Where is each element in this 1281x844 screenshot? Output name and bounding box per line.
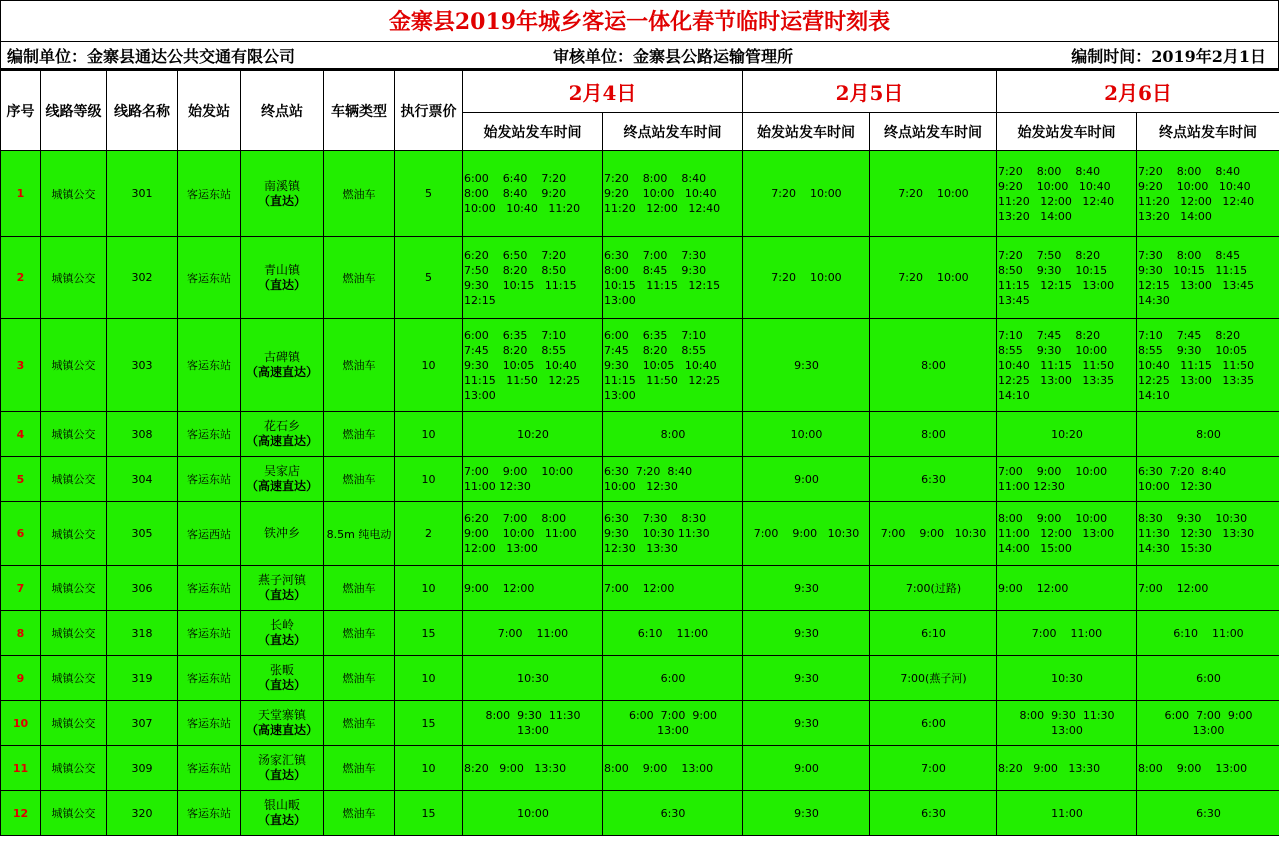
origin-departure-times: 6:00 6:35 7:10 7:45 8:20 8:55 9:30 10:05 10:40 11:15 11:50 12:25 13:00 [463, 319, 603, 412]
row-number: 9 [1, 656, 41, 701]
origin-departure-times: 8:20 9:00 13:30 [463, 746, 603, 791]
terminal-departure-times: 7:20 8:00 8:40 9:20 10:00 10:40 11:20 12:00 12:40 13:20 14:00 [1137, 151, 1280, 237]
meta-row [0, 42, 1279, 70]
route-name: 308 [107, 412, 178, 457]
fare: 10 [395, 457, 463, 502]
terminal-departure-times: 7:20 8:00 8:40 9:20 10:00 10:40 11:20 12:00 12:40 [603, 151, 743, 237]
route-grade: 城镇公交 [41, 791, 107, 836]
origin-departure-times: 7:20 10:00 [743, 237, 870, 319]
destination-note: （直达） [257, 768, 306, 782]
origin-departure-times: 8:00 9:30 11:30 13:00 [997, 701, 1137, 746]
route-grade: 城镇公交 [41, 457, 107, 502]
header-end-time: 终点站发车时间 [603, 113, 743, 151]
terminal-departure-times: 6:00 [1137, 656, 1280, 701]
route-grade: 城镇公交 [41, 502, 107, 566]
header-start-time: 始发站发车时间 [743, 113, 870, 151]
origin-departure-times: 9:00 12:00 [463, 566, 603, 611]
origin-station: 客运东站 [178, 746, 241, 791]
header-vehicle: 车辆类型 [324, 71, 395, 151]
origin-departure-times: 9:30 [743, 566, 870, 611]
terminal-departure-times: 6:00 7:00 9:00 13:00 [603, 701, 743, 746]
route-name: 303 [107, 319, 178, 412]
schedule-table [0, 70, 1279, 836]
route-grade: 城镇公交 [41, 656, 107, 701]
origin-station: 客运东站 [178, 237, 241, 319]
row-number: 11 [1, 746, 41, 791]
destination-name: 铁冲乡 [263, 526, 300, 540]
origin-departure-times: 11:00 [997, 791, 1137, 836]
table-row [1, 566, 1280, 611]
vehicle-type: 燃油车 [324, 611, 395, 656]
destination-note: （直达） [257, 193, 306, 208]
header-date-1: 2月4日 [463, 71, 743, 113]
page-title: 金寨县2019年城乡客运一体化春节临时运营时刻表 [0, 0, 1279, 42]
header-end: 终点站 [241, 71, 324, 151]
destination-cell [241, 319, 324, 412]
terminal-departure-times: 6:30 7:00 7:30 8:00 8:45 9:30 10:15 11:15 12:15 13:00 [603, 237, 743, 319]
origin-departure-times: 7:00 9:00 10:30 [743, 502, 870, 566]
destination-cell [241, 611, 324, 656]
origin-departure-times: 9:30 [743, 701, 870, 746]
origin-departure-times: 7:20 7:50 8:20 8:50 9:30 10:15 11:15 12:15 13:00 13:45 [997, 237, 1137, 319]
route-name: 318 [107, 611, 178, 656]
fare: 2 [395, 502, 463, 566]
row-number: 8 [1, 611, 41, 656]
table-row [1, 457, 1280, 502]
terminal-departure-times: 6:10 11:00 [1137, 611, 1280, 656]
audit-unit: 审核单位：金寨县公路运输管理所 [553, 46, 794, 66]
fare: 10 [395, 319, 463, 412]
row-number: 1 [1, 151, 41, 237]
route-grade: 城镇公交 [41, 237, 107, 319]
terminal-departure-times: 6:00 [870, 701, 997, 746]
terminal-departure-times: 6:10 [870, 611, 997, 656]
terminal-departure-times: 6:30 7:20 8:40 10:00 12:30 [1137, 457, 1280, 502]
terminal-departure-times: 6:30 7:20 8:40 10:00 12:30 [603, 457, 743, 502]
route-grade: 城镇公交 [41, 319, 107, 412]
destination-note: （直达） [257, 813, 306, 827]
terminal-departure-times: 7:20 10:00 [870, 151, 997, 237]
origin-departure-times: 7:20 10:00 [743, 151, 870, 237]
origin-station: 客运东站 [178, 656, 241, 701]
route-grade: 城镇公交 [41, 566, 107, 611]
terminal-departure-times: 7:10 7:45 8:20 8:55 9:30 10:05 10:40 11:15 11:50 12:25 13:00 13:35 14:10 [1137, 319, 1280, 412]
table-row [1, 237, 1280, 319]
header-end-time: 终点站发车时间 [1137, 113, 1280, 151]
origin-departure-times: 7:00 9:00 10:00 11:00 12:30 [463, 457, 603, 502]
destination-name: 张畈 [269, 663, 294, 677]
header-end-time: 终点站发车时间 [870, 113, 997, 151]
row-number: 3 [1, 319, 41, 412]
origin-departure-times: 7:00 9:00 10:00 11:00 12:30 [997, 457, 1137, 502]
vehicle-type: 燃油车 [324, 566, 395, 611]
header-start: 始发站 [178, 71, 241, 151]
origin-departure-times: 9:00 [743, 746, 870, 791]
origin-departure-times: 9:30 [743, 611, 870, 656]
vehicle-type: 燃油车 [324, 457, 395, 502]
destination-note: （直达） [257, 633, 306, 647]
origin-departure-times: 8:20 9:00 13:30 [997, 746, 1137, 791]
destination-note: （高速直达） [245, 479, 318, 493]
route-name: 302 [107, 237, 178, 319]
origin-departure-times: 9:30 [743, 319, 870, 412]
destination-name: 燕子河镇 [257, 573, 306, 587]
header-route: 线路名称 [107, 71, 178, 151]
terminal-departure-times: 8:00 [603, 412, 743, 457]
destination-name: 长岭 [269, 618, 294, 632]
terminal-departure-times: 6:00 [603, 656, 743, 701]
destination-name: 天堂寨镇 [257, 708, 306, 722]
terminal-departure-times: 7:00(过路) [870, 566, 997, 611]
origin-station: 客运西站 [178, 502, 241, 566]
vehicle-type: 燃油车 [324, 412, 395, 457]
destination-name: 汤家汇镇 [257, 753, 306, 767]
terminal-departure-times: 8:00 [1137, 412, 1280, 457]
origin-station: 客运东站 [178, 151, 241, 237]
origin-departure-times: 7:20 8:00 8:40 9:20 10:00 10:40 11:20 12:00 12:40 13:20 14:00 [997, 151, 1137, 237]
route-grade: 城镇公交 [41, 701, 107, 746]
origin-station: 客运东站 [178, 701, 241, 746]
destination-cell [241, 151, 324, 237]
route-name: 307 [107, 701, 178, 746]
fare: 5 [395, 151, 463, 237]
destination-cell [241, 502, 324, 566]
header-date-2: 2月5日 [743, 71, 997, 113]
row-number: 7 [1, 566, 41, 611]
origin-departure-times: 6:00 6:40 7:20 8:00 8:40 9:20 10:00 10:40 11:20 [463, 151, 603, 237]
terminal-departure-times: 6:30 [603, 791, 743, 836]
terminal-departure-times: 7:00 12:00 [1137, 566, 1280, 611]
origin-station: 客运东站 [178, 412, 241, 457]
route-name: 309 [107, 746, 178, 791]
destination-name: 南溪镇 [263, 178, 300, 193]
destination-note: （直达） [257, 588, 306, 602]
destination-cell [241, 656, 324, 701]
table-row [1, 412, 1280, 457]
route-name: 306 [107, 566, 178, 611]
destination-cell [241, 746, 324, 791]
destination-cell [241, 457, 324, 502]
route-grade: 城镇公交 [41, 746, 107, 791]
terminal-departure-times: 7:30 8:00 8:45 9:30 10:15 11:15 12:15 13:00 13:45 14:30 [1137, 237, 1280, 319]
row-number: 10 [1, 701, 41, 746]
terminal-departure-times: 8:00 9:00 13:00 [603, 746, 743, 791]
compiler-unit: 编制单位：金寨县通达公共交通有限公司 [7, 46, 296, 66]
route-grade: 城镇公交 [41, 412, 107, 457]
route-name: 319 [107, 656, 178, 701]
destination-note: （高速直达） [245, 723, 318, 737]
header-start-time: 始发站发车时间 [997, 113, 1137, 151]
header-grade: 线路等级 [41, 71, 107, 151]
origin-departure-times: 7:00 11:00 [997, 611, 1137, 656]
terminal-departure-times: 8:00 [870, 319, 997, 412]
vehicle-type: 燃油车 [324, 237, 395, 319]
fare: 15 [395, 611, 463, 656]
route-name: 305 [107, 502, 178, 566]
origin-departure-times: 10:20 [463, 412, 603, 457]
destination-note: （高速直达） [245, 365, 318, 379]
route-name: 320 [107, 791, 178, 836]
destination-note: （直达） [257, 277, 306, 292]
fare: 15 [395, 701, 463, 746]
row-number: 4 [1, 412, 41, 457]
origin-departure-times: 8:00 9:00 10:00 11:00 12:00 13:00 14:00 15:00 [997, 502, 1137, 566]
table-row [1, 151, 1280, 237]
destination-name: 花石乡 [263, 419, 300, 433]
terminal-departure-times: 7:00 [870, 746, 997, 791]
destination-name: 青山镇 [263, 262, 300, 277]
terminal-departure-times: 6:30 [870, 791, 997, 836]
vehicle-type: 燃油车 [324, 319, 395, 412]
origin-departure-times: 10:20 [997, 412, 1137, 457]
row-number: 12 [1, 791, 41, 836]
origin-departure-times: 8:00 9:30 11:30 13:00 [463, 701, 603, 746]
origin-departure-times: 9:30 [743, 791, 870, 836]
header-fare: 执行票价 [395, 71, 463, 151]
table-row [1, 611, 1280, 656]
origin-departure-times: 7:00 11:00 [463, 611, 603, 656]
header-date-3: 2月6日 [997, 71, 1280, 113]
destination-name: 银山畈 [263, 798, 300, 812]
destination-cell [241, 791, 324, 836]
terminal-departure-times: 6:10 11:00 [603, 611, 743, 656]
terminal-departure-times: 7:00 12:00 [603, 566, 743, 611]
row-number: 2 [1, 237, 41, 319]
table-row [1, 746, 1280, 791]
terminal-departure-times: 8:00 [870, 412, 997, 457]
vehicle-type: 燃油车 [324, 656, 395, 701]
terminal-departure-times: 6:30 [870, 457, 997, 502]
vehicle-type: 燃油车 [324, 701, 395, 746]
route-name: 304 [107, 457, 178, 502]
terminal-departure-times: 7:00 9:00 10:30 [870, 502, 997, 566]
origin-station: 客运东站 [178, 566, 241, 611]
origin-departure-times: 10:30 [463, 656, 603, 701]
table-row [1, 791, 1280, 836]
header-no: 序号 [1, 71, 41, 151]
fare: 10 [395, 412, 463, 457]
origin-station: 客运东站 [178, 791, 241, 836]
destination-name: 古碑镇 [263, 350, 300, 364]
terminal-departure-times: 6:30 [1137, 791, 1280, 836]
table-row [1, 502, 1280, 566]
destination-cell [241, 237, 324, 319]
destination-cell [241, 412, 324, 457]
table-row [1, 701, 1280, 746]
row-number: 5 [1, 457, 41, 502]
destination-note: （高速直达） [245, 434, 318, 448]
terminal-departure-times: 8:30 9:30 10:30 11:30 12:30 13:30 14:30 15:30 [1137, 502, 1280, 566]
terminal-departure-times: 6:30 7:30 8:30 9:30 10:30 11:30 12:30 13:30 [603, 502, 743, 566]
vehicle-type: 燃油车 [324, 151, 395, 237]
destination-note: （直达） [257, 678, 306, 692]
origin-departure-times: 9:30 [743, 656, 870, 701]
fare: 5 [395, 237, 463, 319]
row-number: 6 [1, 502, 41, 566]
origin-departure-times: 10:00 [743, 412, 870, 457]
fare: 15 [395, 791, 463, 836]
terminal-departure-times: 8:00 9:00 13:00 [1137, 746, 1280, 791]
origin-departure-times: 9:00 12:00 [997, 566, 1137, 611]
vehicle-type: 燃油车 [324, 791, 395, 836]
header-start-time: 始发站发车时间 [463, 113, 603, 151]
fare: 10 [395, 746, 463, 791]
origin-departure-times: 6:20 6:50 7:20 7:50 8:20 8:50 9:30 10:15 11:15 12:15 [463, 237, 603, 319]
origin-departure-times: 10:30 [997, 656, 1137, 701]
origin-station: 客运东站 [178, 611, 241, 656]
destination-cell [241, 566, 324, 611]
origin-departure-times: 9:00 [743, 457, 870, 502]
table-row [1, 319, 1280, 412]
destination-name: 吴家店 [263, 464, 300, 478]
origin-station: 客运东站 [178, 457, 241, 502]
fare: 10 [395, 656, 463, 701]
origin-departure-times: 6:20 7:00 8:00 9:00 10:00 11:00 12:00 13:00 [463, 502, 603, 566]
route-name: 301 [107, 151, 178, 237]
fare: 10 [395, 566, 463, 611]
table-row [1, 656, 1280, 701]
vehicle-type: 燃油车 [324, 746, 395, 791]
terminal-departure-times: 7:20 10:00 [870, 237, 997, 319]
terminal-departure-times: 6:00 6:35 7:10 7:45 8:20 8:55 9:30 10:05 10:40 11:15 11:50 12:25 13:00 [603, 319, 743, 412]
origin-departure-times: 10:00 [463, 791, 603, 836]
compile-date: 编制时间：2019年2月1日 [1071, 46, 1266, 66]
destination-cell [241, 701, 324, 746]
terminal-departure-times: 6:00 7:00 9:00 13:00 [1137, 701, 1280, 746]
route-grade: 城镇公交 [41, 611, 107, 656]
vehicle-type: 8.5m 纯电动 [324, 502, 395, 566]
terminal-departure-times: 7:00(燕子河) [870, 656, 997, 701]
route-grade: 城镇公交 [41, 151, 107, 237]
origin-station: 客运东站 [178, 319, 241, 412]
origin-departure-times: 7:10 7:45 8:20 8:55 9:30 10:00 10:40 11:15 11:50 12:25 13:00 13:35 14:10 [997, 319, 1137, 412]
